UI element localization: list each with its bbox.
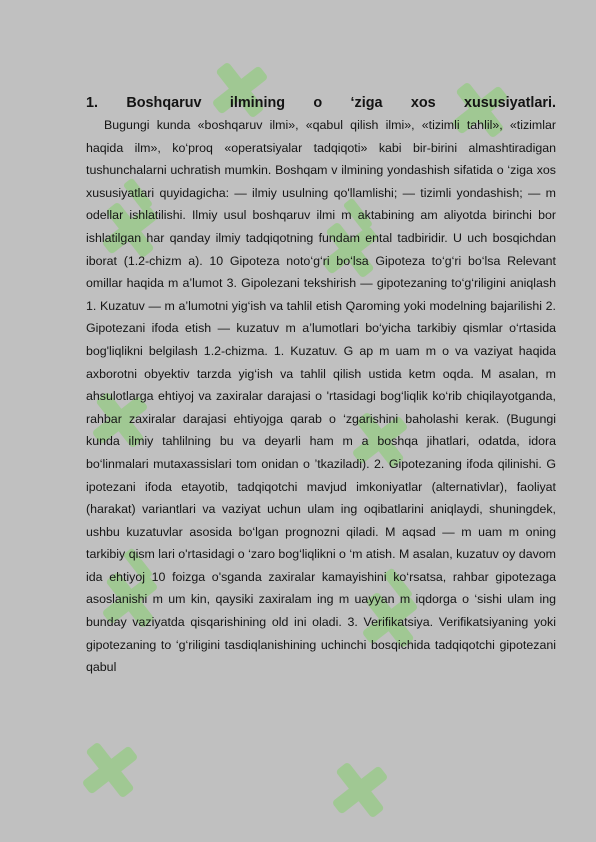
document-body bbox=[86, 92, 556, 679]
body-paragraph: Bugungi kunda «boshqaruv ilmi», «qabul qilish ilmi», «tizimli tahlil», «tizimlar haqida ilm», ko‘proq «operatsiyalar tadqiqoti» kabi bir-birini almashtiradigan tushunchalarni uchratish mumkin. Boshqam v ilmining yondashish sifatida o ‘ziga xos xususiyatlari quyidagicha: — ilmiy usulning qo'llamlishi; — tizimli yondashish; — m odellar ishlatilishi. Ilmiy usul boshqaruv ilmi m aktabining am aliyotda birinchi bor ishlatilgan har qanday ilmiy tadqiqotning fundam ental tadbiridir. U uch bosqichdan iborat (1.2-chizm a). 10 Gipoteza noto‘g‘ri bo‘lsa Gipoteza to‘g‘ri bo‘lsa Relevant omillar haqida m a’lumot 3. Gipolezani tekshirish — gipotezaning to‘g‘riligini aniqlash 1. Kuzatuv — m a’lumotni yig‘ish va tahlil etish Qaroming yoki modelning bajarilishi 2. Gipotezani ifoda etish — kuzatuv m a’lumotlari bo‘yicha tarkibiy qismlar o‘rtasida bog'liqlikni belgilash 1.2-chizma. 1. Kuzatuv. G ap m uam m o va vaziyat haqida axborotni obyektiv tarzda yig‘ish va tahlil qilish ustida ketm oqda. M asalan, m ahsulotlarga ehtiyoj va zaxiralar darajasi o 'rtasidagi bog‘liqlik ko‘rib chiqilayotganda, rahbar zaxiralar darajasi ehtiyojga qarab o ‘zgarishini baholashi kerak. (Bugungi kunda ilmiy tahlilning bu va deyarli ham m a boshqa jihatlari, odatda, idora bo‘linmalari mutaxassislari tom onidan o ’tkaziladi). 2. Gipotezaning ifoda qilinishi. G ipotezani ifoda etayotib, tadqiqotchi mavjud imkoniyatlar (alternativlar), faoliyat (harakat) variantlari va vaziyat uchun ulam ing oqibatlarini aniqlaydi, shuningdek, ushbu kuzatuvlar asosida bo‘lgan prognozni qiladi. M aqsad — m uam m oning tarkibiy qism lari o'rtasidagi o ‘zaro bog‘liqlikni o ‘m atish. M asalan, kuzatuv oy davom ida ehtiyoj 10 foizga o'sganda zaxiralar kamayishini ko‘rsatsa, rahbar gipotezaga asoslanishi m um kin, qaysiki zaxiralam ing m uayyan m iqdorga o ‘sishi ulam ing bunday vaziyatda qisqarishining old ini oladi. 3. Verifikatsiya. Verifikatsiyaning yoki gipotezaning to ‘g‘riligini tasdiqlanishining uchinchi bosqichida tadqiqotchi gipotezani qabul bbox=[86, 118, 556, 675]
section-heading: 1. Boshqaruv ilmining o ‘ziga xos xususiyatlari. bbox=[86, 95, 556, 111]
watermark-mark bbox=[318, 748, 402, 832]
watermark-mark bbox=[68, 728, 152, 812]
